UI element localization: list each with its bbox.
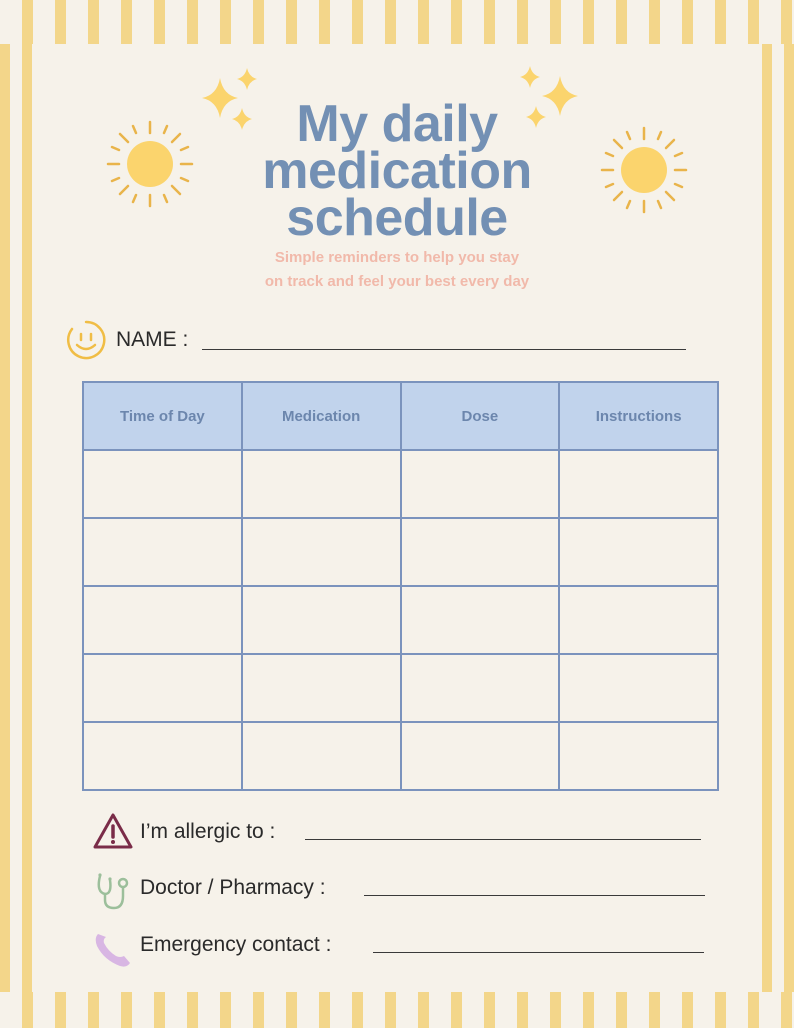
table-row bbox=[83, 450, 718, 518]
phone-icon bbox=[92, 928, 134, 970]
page-title-line-1: My daily bbox=[296, 95, 498, 153]
table-cell[interactable] bbox=[83, 450, 242, 518]
table-cell[interactable] bbox=[242, 450, 401, 518]
name-label: NAME : bbox=[116, 328, 189, 351]
page-title-line-3: schedule bbox=[286, 189, 508, 247]
doctor-pharmacy-label: Doctor / Pharmacy : bbox=[140, 876, 326, 899]
allergy-input-line[interactable] bbox=[305, 839, 701, 840]
table-cell[interactable] bbox=[559, 722, 718, 790]
table-cell[interactable] bbox=[242, 518, 401, 586]
table-cell[interactable] bbox=[83, 654, 242, 722]
table-cell[interactable] bbox=[401, 450, 560, 518]
table-cell[interactable] bbox=[83, 518, 242, 586]
table-cell[interactable] bbox=[401, 518, 560, 586]
smiley-face-icon bbox=[66, 320, 106, 360]
table-cell[interactable] bbox=[83, 586, 242, 654]
table-row bbox=[83, 722, 718, 790]
page-title-line-2: medication bbox=[262, 142, 532, 200]
top-stripe-border bbox=[0, 0, 794, 44]
table-cell[interactable] bbox=[559, 518, 718, 586]
table-row bbox=[83, 654, 718, 722]
emergency-contact-label: Emergency contact : bbox=[140, 933, 332, 956]
table-cell[interactable] bbox=[401, 722, 560, 790]
header-instructions: Instructions bbox=[559, 382, 718, 450]
table-cell[interactable] bbox=[242, 722, 401, 790]
doctor-pharmacy-input-line[interactable] bbox=[364, 895, 705, 896]
table-row bbox=[83, 518, 718, 586]
header-time-of-day: Time of Day bbox=[83, 382, 242, 450]
bottom-stripe-border bbox=[0, 992, 794, 1028]
table-row bbox=[83, 586, 718, 654]
stethoscope-icon bbox=[92, 870, 134, 912]
table-cell[interactable] bbox=[559, 450, 718, 518]
warning-triangle-icon bbox=[92, 812, 134, 850]
name-input-line[interactable] bbox=[202, 349, 686, 350]
table-cell[interactable] bbox=[83, 722, 242, 790]
table-header-row bbox=[83, 382, 718, 450]
header-medication: Medication bbox=[242, 382, 401, 450]
table-cell[interactable] bbox=[559, 654, 718, 722]
table-cell[interactable] bbox=[401, 586, 560, 654]
emergency-contact-input-line[interactable] bbox=[373, 952, 704, 953]
medication-schedule-table bbox=[82, 381, 719, 791]
table-cell[interactable] bbox=[559, 586, 718, 654]
table-cell[interactable] bbox=[401, 654, 560, 722]
header-dose: Dose bbox=[401, 382, 560, 450]
table-cell[interactable] bbox=[242, 586, 401, 654]
subtitle-line-1: Simple reminders to help you stay bbox=[274, 249, 520, 266]
subtitle-line-2: on track and feel your best every day bbox=[264, 273, 530, 290]
allergy-label: I’m allergic to : bbox=[140, 820, 276, 843]
table-cell[interactable] bbox=[242, 654, 401, 722]
